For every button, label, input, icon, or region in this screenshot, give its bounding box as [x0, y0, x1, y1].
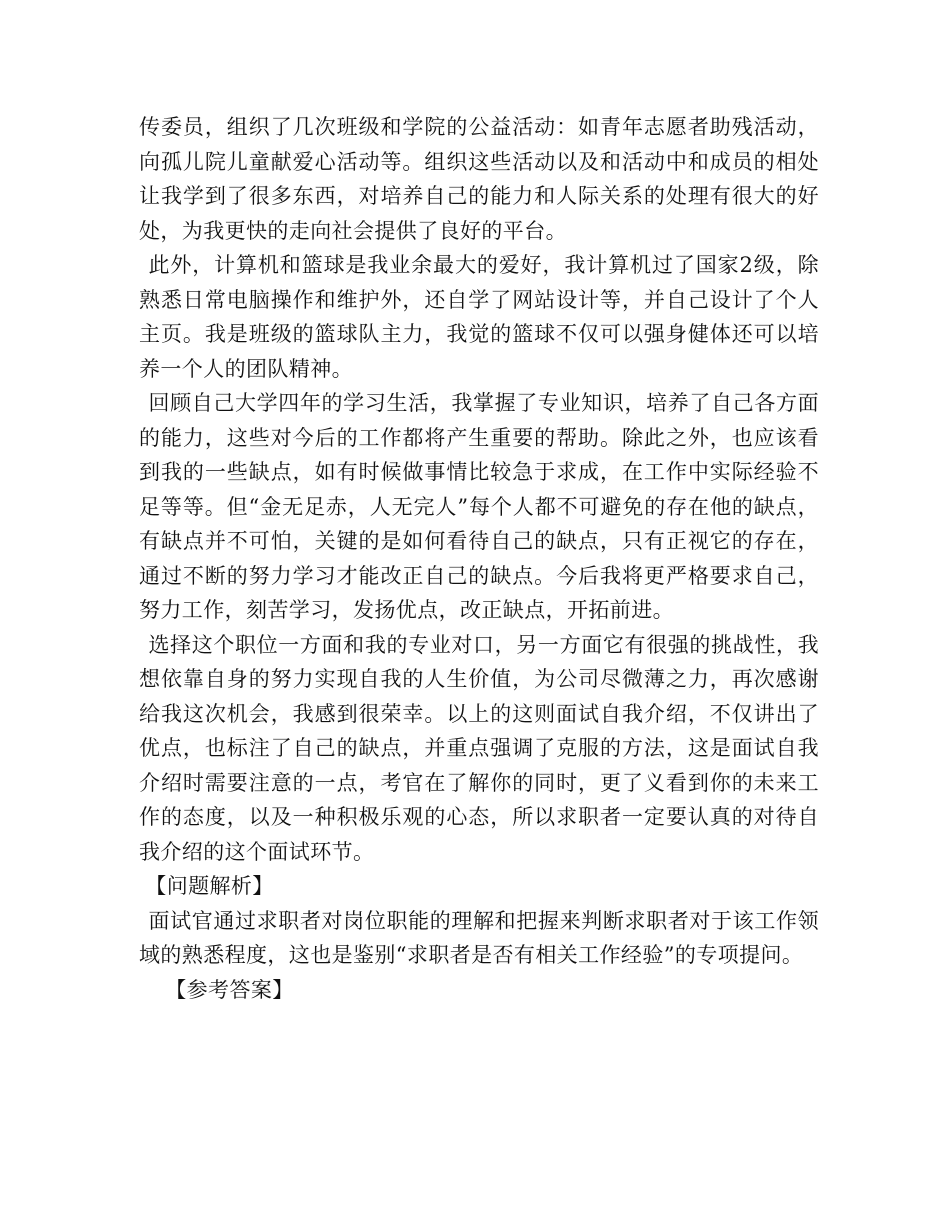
paragraph-review: 回顾自己大学四年的学习生活，我掌握了专业知识，培养了自己各方面的能力，这些对今后的工作都将产生重要的帮助。除此之外，也应该看到我的一些缺点，如有时候做事情比较急于求成，在工作中实际经验不足等等。但“金无足赤，人无完人”每个人都不可避免的存在他的缺点，有缺点并不可怕，关键的是如何看待自己的缺点，只有正视它的存在，通过不断的努力学习才能改正自己的缺点。今后我将更严格要求自己，努力工作，刻苦学习，发扬优点，改正缺点，开拓前进。 [139, 391, 819, 622]
paragraph-continuation: 传委员，组织了几次班级和学院的公益活动：如青年志愿者助残活动，向孤儿院儿童献爱心活动等。组织这些活动以及和活动中和成员的相处让我学到了很多东西，对培养自己的能力和人际关系的处理有很大的好处，为我更快的走向社会提供了良好的平台。 [139, 115, 819, 243]
heading-reference-answer: 【参考答案】 [165, 977, 294, 1002]
paragraph-analysis: 面试官通过求职者对岗位职能的理解和把握来判断求职者对于该工作领域的熟悉程度，这也是鉴别“求职者是否有相关工作经验”的专项提问。 [139, 908, 819, 967]
document-body [139, 110, 819, 1007]
paragraph-hobbies: 此外，计算机和篮球是我业余最大的爱好，我计算机过了国家2级，除熟悉日常电脑操作和维护外，还自学了网站设计等，并自己设计了个人主页。我是班级的篮球队主力，我觉的篮球不仅可以强身健体还可以培养一个人的团队精神。 [139, 253, 819, 381]
paragraph-position: 选择这个职位一方面和我的专业对口，另一方面它有很强的挑战性，我想依靠自身的努力实现自我的人生价值，为公司尽微薄之力，再次感谢给我这次机会，我感到很荣幸。以上的这则面试自我介绍，不仅讲出了优点，也标注了自己的缺点，并重点强调了克服的方法，这是面试自我介绍时需要注意的一点，考官在了解你的同时，更了义看到你的未来工作的态度，以及一种积极乐观的心态，所以求职者一定要认真的对待自我介绍的这个面试环节。 [139, 632, 819, 864]
heading-question-analysis: 【问题解析】 [145, 874, 274, 898]
